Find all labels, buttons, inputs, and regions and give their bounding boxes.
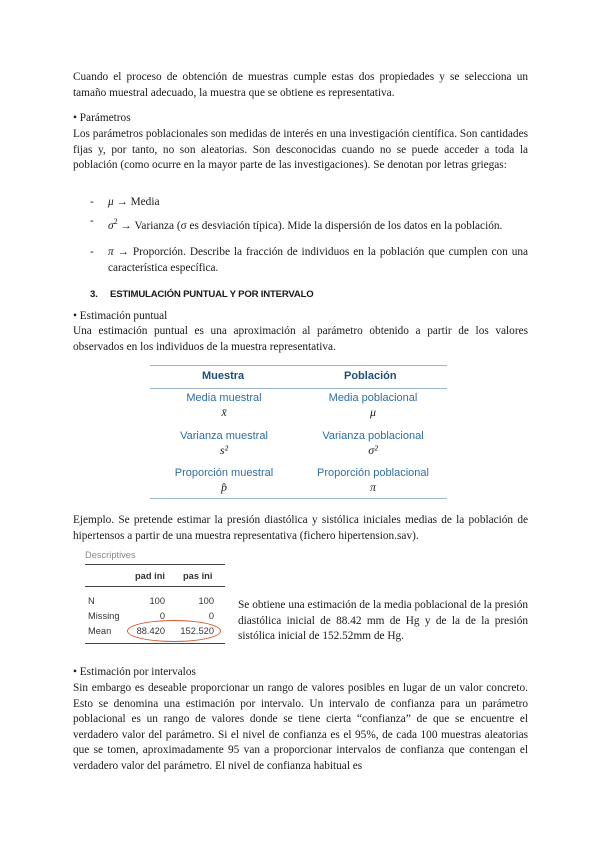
table-header — [150, 365, 447, 389]
list-item-proporcion — [108, 245, 528, 276]
highlight-oval — [127, 620, 221, 642]
descriptives-table — [85, 550, 225, 645]
value: 88.420 — [136, 626, 165, 636]
table-bottom-rule — [150, 498, 447, 499]
symbol-s2: s² — [219, 443, 229, 457]
comparison-table — [150, 365, 447, 499]
list-dash: - — [90, 196, 94, 208]
arrow: → — [120, 219, 132, 232]
header-muestra: Muestra — [202, 370, 245, 382]
intro-paragraph: Cuando el proceso de obtención de muestras cumple estas dos propiedades y se selecciona un tamaño muestral adecuado, la muestra que se obtiene es representativa. — [73, 71, 528, 99]
parametros-bullet: • Parámetros — [73, 112, 131, 124]
cell-varianza-poblacional: Varianza poblacional — [322, 430, 424, 442]
rule-top — [85, 564, 225, 565]
sigma-symbol: σ — [108, 219, 114, 232]
arrow: → — [117, 246, 129, 258]
col-pas-ini: pas ini — [183, 571, 213, 581]
value: 100 — [149, 596, 165, 606]
cell-media-muestral: Media muestral — [186, 392, 262, 404]
parametros-paragraph: Los parámetros poblacionales son medidas de interés en una investigación científica. Son cantidades fijas y, por tanto, no son aleatorias. Son desconocidas cuando no se puede acceder a toda la población (como ocurre en la mayor parte de las investigaciones). Se denotan por letras griegas: — [73, 128, 528, 172]
section-heading — [90, 289, 314, 300]
cell-varianza-muestral: Varianza muestral — [180, 430, 268, 442]
row-label-mean: Mean — [88, 626, 112, 636]
col-pad-ini: pad ini — [135, 571, 165, 581]
pi-symbol: π — [108, 246, 114, 258]
symbol-phat: p̂ — [221, 480, 227, 494]
puntual-paragraph: Una estimación puntual es una aproximación al parámetro obtenido a partir de los valores observados en los individuos de la muestra representativa. — [73, 325, 528, 353]
value: 100 — [198, 596, 214, 606]
value: 0 — [159, 611, 165, 621]
list-item-media — [108, 195, 528, 211]
row-label-missing: Missing — [88, 611, 120, 621]
value: 0 — [208, 611, 214, 621]
intervalos-bullet: • Estimación por intervalos — [73, 666, 196, 678]
rule-bottom — [85, 643, 225, 644]
list-item-varianza — [108, 214, 528, 234]
ejemplo-paragraph: Ejemplo. Se pretende estimar la presión diastólica y sistólica iniciales medias de la población de hipertensos a partir de una muestra representativa (fichero hipertension.sav). — [73, 514, 528, 542]
cell-proporcion-poblacional: Proporción poblacional — [317, 467, 429, 479]
symbol-sigma2: σ² — [368, 443, 378, 457]
symbol-pi: π — [369, 480, 376, 494]
intervalos-paragraph: Sin embargo es deseable proporcionar un rango de valores posibles en lugar de un valor concreto. Esto se denomina una estimación por intervalo. Un intervalo de confianza para un parámetro poblacional es un rango de valores donde se tiene cierta “confianza” de que se encuentre el verdadero valor del parámetro. Si el nivel de confianza es el 95%, de cada 100 muestras aleatorias que se tomen, aproximadamente 95 van a proporcionar intervalos de confianza que contengan el verdadero valor del parámetro. El nivel de confianza habitual es — [73, 682, 528, 772]
symbol-xbar: x̄ — [221, 405, 227, 419]
item-text: Varianza (σ es desviación típica). Mide la dispersión de los datos en la población. — [134, 219, 503, 232]
value: 152.520 — [180, 626, 214, 636]
estimation-result-text: Se obtiene una estimación de la media poblacional de la presión diastólica inicial de 88.42 mm de Hg y de la de la presión sistólica inicial de 152.52mm de Hg. — [238, 599, 528, 643]
section-number: 3. — [90, 289, 98, 300]
item-text: Proporción. Describe la fracción de individuos en la población que cumplen con una característica específica. — [108, 246, 529, 274]
cell-proporcion-muestral: Proporción muestral — [174, 467, 274, 479]
list-dash: - — [90, 246, 94, 258]
row-label-n: N — [88, 596, 95, 606]
arrow: → — [116, 196, 128, 208]
puntual-bullet: • Estimación puntual — [73, 310, 168, 322]
mu-symbol: μ — [108, 196, 114, 208]
cell-media-poblacional: Media poblacional — [328, 392, 418, 404]
rule-header — [85, 586, 225, 587]
header-poblacion: Población — [344, 370, 397, 382]
section-title: ESTIMULACIÓN PUNTUAL Y POR INTERVALO — [110, 289, 314, 300]
item-text: Media — [130, 196, 160, 208]
symbol-mu: μ — [369, 405, 377, 419]
list-dash: - — [90, 215, 94, 227]
descriptives-title: Descriptives — [85, 550, 136, 560]
exponent: 2 — [113, 217, 118, 226]
